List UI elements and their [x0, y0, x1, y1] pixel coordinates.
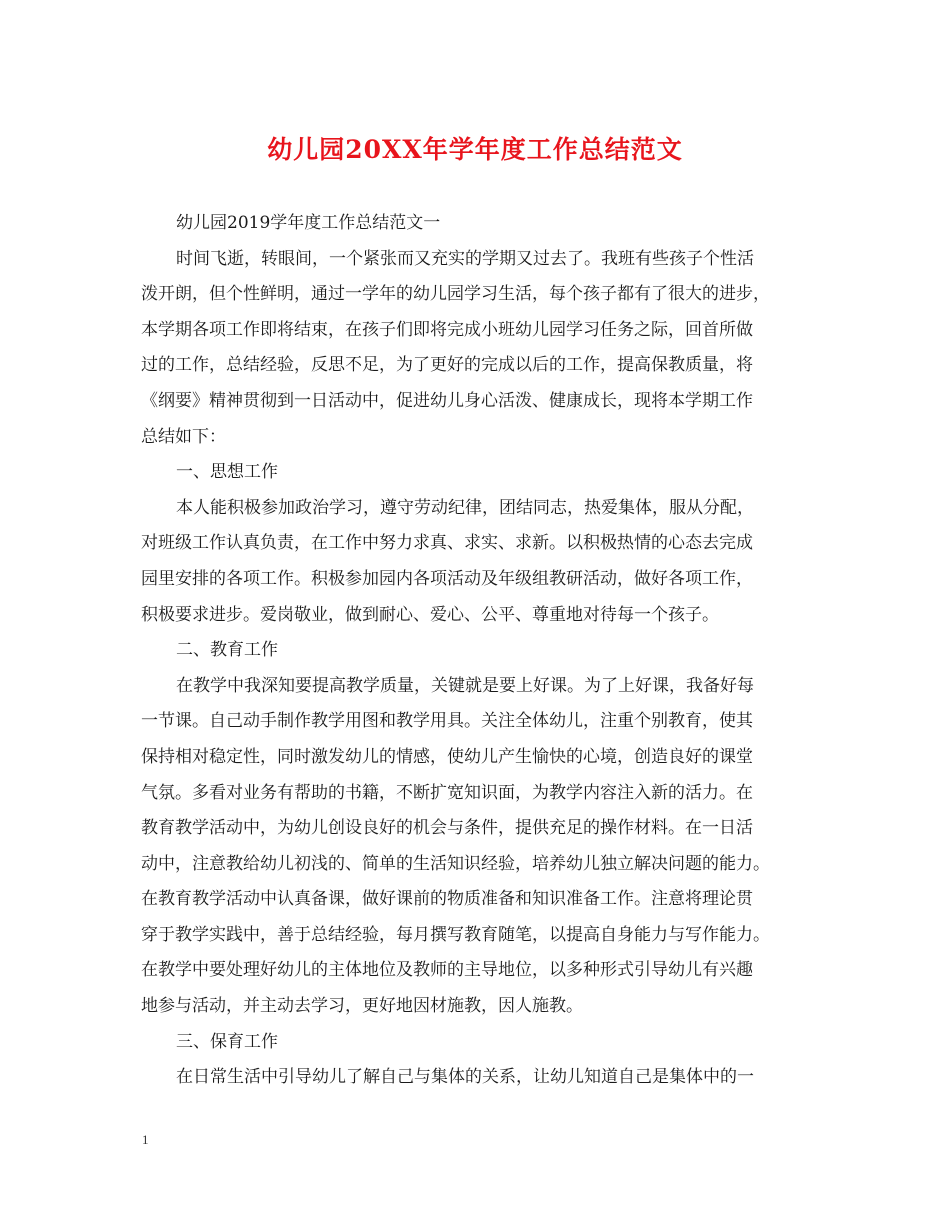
document-title: 幼儿园20XX年学年度工作总结范文 [267, 135, 683, 164]
text-line: 一节课。自己动手制作教学用图和教学用具。关注全体幼儿，注重个别教育，使其 [141, 711, 753, 732]
text-line: 在教育教学活动中认真备课，做好课前的物质准备和知识准备工作。注意将理论贯 [141, 889, 753, 910]
text-line: 动中，注意教给幼儿初浅的、简单的生活知识经验，培养幼儿独立解决问题的能力。 [141, 853, 770, 874]
text-line: 一、思想工作 [176, 462, 278, 483]
text-line: 在教学中我深知要提高教学质量，关键就是要上好课。为了上好课，我备好每 [176, 675, 754, 696]
text-line: 气氛。多看对业务有帮助的书籍，不断扩宽知识面，为教学内容注入新的活力。在 [141, 782, 753, 803]
text-line: 对班级工作认真负责，在工作中努力求真、求实、求新。以积极热情的心态去完成 [141, 533, 753, 554]
text-line: 积极要求进步。爱岗敬业，做到耐心、爱心、公平、尊重地对待每一个孩子。 [141, 604, 719, 625]
text-line: 教育教学活动中，为幼儿创设良好的机会与条件，提供充足的操作材料。在一日活 [141, 818, 753, 839]
text-line: 本人能积极参加政治学习，遵守劳动纪律，团结同志，热爱集体，服从分配， [176, 497, 754, 518]
page-number: 1 [142, 1132, 149, 1147]
text-line: 保持相对稳定性，同时激发幼儿的情感，使幼儿产生愉快的心境，创造良好的课堂 [141, 746, 753, 767]
document-body [141, 206, 831, 1096]
text-line: 过的工作，总结经验，反思不足，为了更好的完成以后的工作，提高保教质量，将 [141, 355, 753, 376]
text-line: 幼儿园2019学年度工作总结范文一 [176, 213, 441, 233]
text-line: 时间飞逝，转眼间，一个紧张而又充实的学期又过去了。我班有些孩子个性活 [176, 248, 754, 269]
text-line: 园里安排的各项工作。积极参加园内各项活动及年级组教研活动，做好各项工作， [141, 568, 753, 589]
text-line: 在日常生活中引导幼儿了解自己与集体的关系，让幼儿知道自己是集体中的一 [176, 1067, 754, 1088]
text-line: 本学期各项工作即将结束，在孩子们即将完成小班幼儿园学习任务之际，回首所做 [141, 319, 753, 340]
text-line: 《纲要》精神贯彻到一日活动中，促进幼儿身心活泼、健康成长，现将本学期工作 [141, 390, 753, 411]
text-line: 在教学中要处理好幼儿的主体地位及教师的主导地位，以多种形式引导幼儿有兴趣 [141, 960, 753, 981]
text-line: 总结如下： [141, 426, 226, 447]
text-line: 穿于教学实践中，善于总结经验，每月撰写教育随笔，以提高自身能力与写作能力。 [141, 924, 770, 945]
text-line: 泼开朗，但个性鲜明，通过一学年的幼儿园学习生活，每个孩子都有了很大的进步， [141, 284, 770, 305]
text-line: 三、保育工作 [176, 1031, 278, 1052]
text-line: 地参与活动，并主动去学习，更好地因材施教，因人施教。 [141, 996, 583, 1017]
text-line: 二、教育工作 [176, 640, 278, 661]
